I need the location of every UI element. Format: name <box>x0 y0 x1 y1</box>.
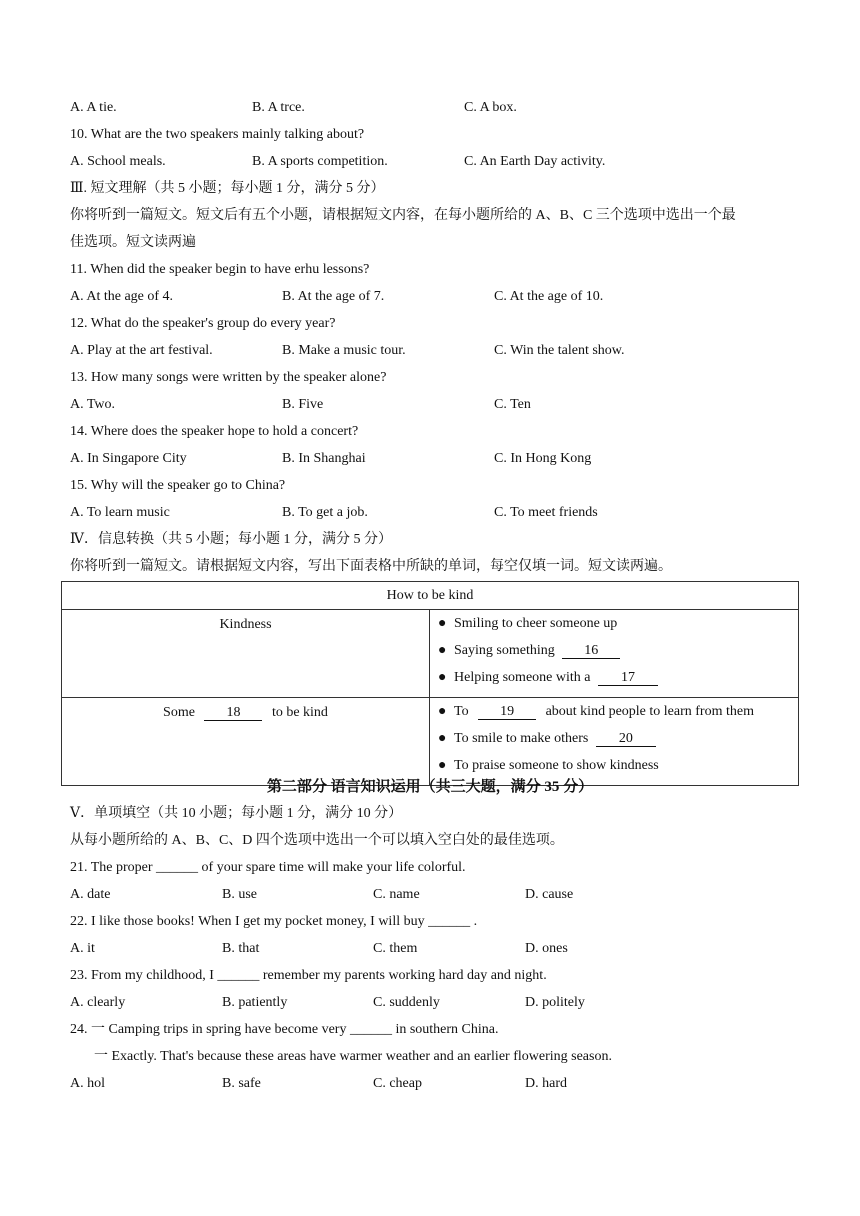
q22-option-d: D. ones <box>525 941 568 956</box>
blank-20[interactable]: 20 <box>596 732 656 747</box>
q11-stem: 11. When did the speaker begin to have erhu lessons? <box>70 262 370 277</box>
q13-option-a: A. Two. <box>70 397 116 412</box>
q10-option-a: A. School meals. <box>70 154 166 169</box>
part2-title: 第二部分 语言知识运用（共三大题，满分 35 分） <box>266 779 594 795</box>
bullet-icon: ● <box>438 616 447 631</box>
q21-option-a: A. date <box>70 887 111 902</box>
q21-option-b: B. use <box>222 887 257 902</box>
bullet-icon: ● <box>438 704 447 719</box>
q12-option-b: B. Make a music tour. <box>282 343 406 358</box>
q24-option-d: D. hard <box>525 1076 567 1091</box>
q22-stem: 22. I like those books! When I get my pocket money, I will buy ______ . <box>70 914 478 929</box>
section4-title: Ⅳ．信息转换（共 5 小题；每小题 1 分，满分 5 分） <box>70 532 392 547</box>
q21-stem: 21. The proper ______ of your spare time will make your life colorful. <box>70 860 466 875</box>
q15-option-c: C. To meet friends <box>494 505 598 520</box>
section5-instructions: 从每小题所给的 A、B、C、D 四个选项中选出一个可以填入空白处的最佳选项。 <box>70 833 564 848</box>
q12-stem: 12. What do the speaker's group do every year? <box>70 316 336 331</box>
section3-instructions-line2: 佳选项。短文读两遍 <box>70 235 196 250</box>
q11-option-b: B. At the age of 7. <box>282 289 385 304</box>
table-title: How to be kind <box>62 582 799 610</box>
q11-option-a: A. At the age of 4. <box>70 289 174 304</box>
q14-option-a: A. In Singapore City <box>70 451 187 466</box>
q14-option-c: C. In Hong Kong <box>494 451 592 466</box>
q23-option-c: C. suddenly <box>373 995 440 1010</box>
table-row2-right <box>430 698 799 786</box>
blank-19[interactable]: 19 <box>478 705 536 720</box>
q15-stem: 15. Why will the speaker go to China? <box>70 478 286 493</box>
q21-option-c: C. name <box>373 887 420 902</box>
list-item: ● To 19 about kind people to learn from them <box>438 702 798 729</box>
q10-option-c: C. An Earth Day activity. <box>464 154 606 169</box>
q14-stem: 14. Where does the speaker hope to hold a concert? <box>70 424 359 439</box>
q24-option-b: B. safe <box>222 1076 261 1091</box>
q24-stem: 24. 一 Camping trips in spring have become very ______ in southern China. <box>70 1022 499 1037</box>
blank-18[interactable]: 18 <box>204 706 262 721</box>
q12-option-a: A. Play at the art festival. <box>70 343 213 358</box>
section4-instructions: 你将听到一篇短文。请根据短文内容，写出下面表格中所缺的单词，每空仅填一词。短文读两遍。 <box>70 559 672 574</box>
q15-option-a: A. To learn music <box>70 505 170 520</box>
list-item: ● To smile to make others 20 <box>438 729 798 756</box>
q14-option-b: B. In Shanghai <box>282 451 366 466</box>
list-item: ● Saying something 16 <box>438 641 798 668</box>
q10-option-b: B. A sports competition. <box>252 154 388 169</box>
section3-instructions-line1: 你将听到一篇短文。短文后有五个小题，请根据短文内容，在每小题所给的 A、B、C 三个选项中选出一个最 <box>70 208 736 223</box>
q24-option-c: C. cheap <box>373 1076 422 1091</box>
blank-16[interactable]: 16 <box>562 644 620 659</box>
q13-option-c: C. Ten <box>494 397 531 412</box>
section3-title: Ⅲ. 短文理解（共 5 小题；每小题 1 分，满分 5 分） <box>70 181 385 196</box>
q21-option-d: D. cause <box>525 887 574 902</box>
table-row1-right <box>430 610 799 698</box>
bullet-icon: ● <box>438 643 447 658</box>
q9-option-b: B. A trce. <box>252 100 305 115</box>
q23-option-a: A. clearly <box>70 995 126 1010</box>
q22-option-b: B. that <box>222 941 260 956</box>
q24-option-a: A. hol <box>70 1076 105 1091</box>
q23-option-b: B. patiently <box>222 995 288 1010</box>
section5-title: Ⅴ．单项填空（共 10 小题；每小题 1 分，满分 10 分） <box>70 806 403 821</box>
q13-stem: 13. How many songs were written by the speaker alone? <box>70 370 387 385</box>
table-row2-left: Some 18 to be kind <box>62 698 430 786</box>
q22-option-c: C. them <box>373 941 418 956</box>
bullet-icon: ● <box>438 758 447 773</box>
q11-option-c: C. At the age of 10. <box>494 289 604 304</box>
bullet-icon: ● <box>438 731 447 746</box>
q12-option-c: C. Win the talent show. <box>494 343 625 358</box>
q10-stem: 10. What are the two speakers mainly talking about? <box>70 127 365 142</box>
list-item: ● Smiling to cheer someone up <box>438 614 798 641</box>
blank-17[interactable]: 17 <box>598 671 658 686</box>
q13-option-b: B. Five <box>282 397 324 412</box>
table-row1-left: Kindness <box>62 610 430 698</box>
q23-stem: 23. From my childhood, I ______ remember my parents working hard day and night. <box>70 968 547 983</box>
kindness-table <box>61 581 799 786</box>
q24-reply: 一 Exactly. That's because these areas have warmer weather and an earlier flowering season. <box>94 1049 612 1064</box>
q23-option-d: D. politely <box>525 995 585 1010</box>
q15-option-b: B. To get a job. <box>282 505 368 520</box>
list-item: ● To praise someone to show kindness <box>438 756 798 783</box>
bullet-icon: ● <box>438 670 447 685</box>
q9-option-c: C. A box. <box>464 100 517 115</box>
q22-option-a: A. it <box>70 941 95 956</box>
q9-option-a: A. A tie. <box>70 100 117 115</box>
list-item: ● Helping someone with a 17 <box>438 668 798 695</box>
